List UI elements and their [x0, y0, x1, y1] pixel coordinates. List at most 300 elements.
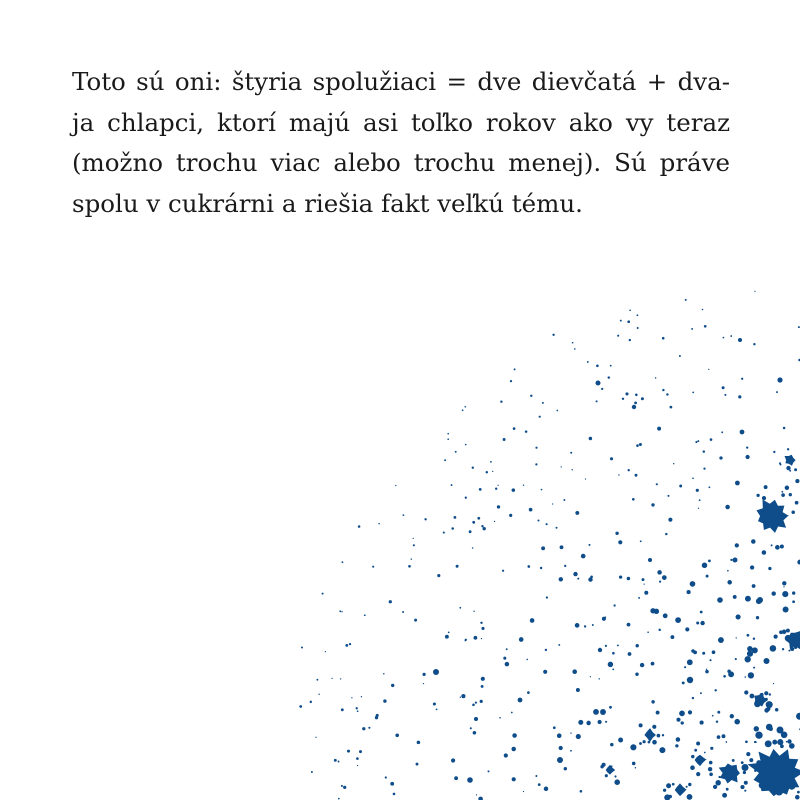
ink-dot	[500, 400, 502, 402]
ink-dot	[719, 456, 722, 459]
ink-dot	[574, 348, 576, 350]
ink-dot	[723, 675, 726, 678]
ink-dot	[557, 733, 562, 738]
ink-dot	[523, 791, 524, 792]
ink-dot	[510, 380, 512, 382]
ink-dot	[557, 757, 563, 763]
ink-dot	[762, 496, 766, 500]
ink-dot	[503, 438, 506, 441]
ink-dot	[385, 776, 387, 778]
ink-dot	[658, 629, 660, 631]
ink-dot	[774, 635, 778, 639]
ink-dot	[697, 440, 699, 442]
ink-dot	[716, 720, 718, 722]
ink-dot	[635, 767, 637, 769]
ink-dot	[447, 433, 449, 435]
ink-dot	[318, 694, 319, 695]
ink-dot	[513, 427, 516, 430]
ink-dot	[712, 650, 716, 654]
ink-dot	[779, 462, 781, 464]
ink-dot	[541, 546, 545, 550]
ink-dot	[640, 540, 642, 542]
ink-dot	[575, 623, 580, 628]
ink-dot	[408, 565, 411, 568]
ink-dot	[749, 758, 753, 762]
ink-dot	[474, 717, 478, 721]
ink-dot	[666, 783, 671, 788]
ink-dot	[795, 479, 799, 483]
ink-dot	[504, 753, 508, 757]
ink-dot	[625, 392, 628, 395]
ink-dot	[477, 517, 480, 520]
ink-dot	[345, 644, 348, 647]
ink-dot	[702, 652, 705, 655]
ink-dot	[782, 648, 784, 650]
ink-dot	[709, 659, 711, 661]
ink-dot	[709, 761, 713, 765]
paragraph-line-4: spolu v cukrárni a riešia fakt veľkú tému.	[72, 188, 583, 218]
ink-dot	[789, 743, 795, 749]
ink-dot	[600, 709, 606, 715]
ink-dot	[786, 741, 788, 743]
ink-dot	[590, 676, 591, 677]
ink-dot	[782, 630, 786, 634]
ink-dot	[315, 737, 316, 738]
ink-dot	[636, 314, 638, 316]
ink-dot	[479, 488, 482, 491]
ink-dot	[741, 761, 744, 764]
ink-dot	[617, 644, 619, 646]
ink-dot	[670, 406, 673, 409]
ink-dot	[588, 544, 590, 546]
ink-dot	[475, 702, 477, 704]
ink-dot	[462, 409, 464, 411]
ink-dot	[745, 656, 751, 662]
ink-dot	[787, 739, 791, 743]
ink-dot	[642, 578, 645, 581]
ink-dot	[642, 740, 645, 743]
ink-dot	[608, 376, 610, 378]
ink-dot	[437, 574, 440, 577]
ink-dot	[378, 523, 380, 525]
ink-dot	[682, 681, 685, 684]
ink-dot	[389, 600, 392, 603]
ink-dot	[670, 635, 674, 639]
ink-dot	[364, 614, 366, 616]
ink-dot	[570, 452, 572, 454]
ink-dot	[743, 771, 746, 774]
ink-dot	[390, 782, 394, 786]
ink-dot	[481, 677, 485, 681]
ink-dot	[495, 488, 497, 490]
ink-dot	[588, 577, 592, 581]
ink-dot	[535, 463, 537, 465]
ink-dot	[687, 590, 691, 594]
ink-dot	[782, 591, 788, 597]
ink-dot	[383, 673, 385, 675]
ink-dot	[525, 430, 528, 433]
ink-dot	[768, 567, 771, 570]
ink-dot	[634, 402, 637, 405]
ink-dot	[675, 617, 681, 623]
ink-dot	[765, 659, 767, 661]
ink-dot	[773, 451, 775, 453]
ink-dot	[480, 700, 483, 703]
ink-dot	[639, 723, 643, 727]
ink-dot	[700, 621, 704, 625]
ink-dot	[512, 488, 516, 492]
ink-dot	[727, 669, 731, 673]
ink-dot	[590, 575, 593, 578]
ink-dot	[511, 747, 515, 751]
ink-dot	[540, 567, 542, 569]
ink-dot	[339, 610, 341, 612]
ink-dot	[706, 669, 707, 670]
ink-dot	[755, 732, 762, 739]
ink-dot	[393, 793, 396, 796]
ink-dot	[708, 560, 711, 563]
ink-dot	[663, 613, 668, 618]
ink-dot	[690, 581, 696, 587]
ink-dot	[512, 777, 516, 781]
ink-dot	[509, 514, 512, 517]
ink-dot	[717, 597, 723, 603]
paragraph-line-1: Toto sú oni: štyria spolužiaci = dve dievčatá + dva-	[72, 67, 730, 96]
ink-dot	[672, 783, 675, 786]
ink-dot	[586, 721, 590, 725]
ink-dot	[503, 657, 506, 660]
ink-dot	[472, 547, 474, 549]
ink-dot	[581, 554, 586, 559]
ink-dot	[656, 483, 658, 485]
ink-dot	[443, 532, 445, 534]
ink-dot	[347, 750, 350, 753]
ink-dot	[717, 735, 721, 739]
ink-dot	[740, 430, 745, 435]
ink-dot	[662, 734, 664, 736]
ink-dot	[610, 457, 613, 460]
ink-dot	[756, 494, 759, 497]
ink-dot	[472, 704, 475, 707]
ink-dot	[459, 607, 461, 609]
ink-dot	[727, 580, 732, 585]
ink-dot	[703, 450, 705, 452]
ink-dot	[433, 669, 439, 675]
ink-dot	[483, 527, 486, 530]
ink-dot	[694, 749, 697, 752]
ink-dot	[763, 658, 769, 664]
ink-dot	[747, 634, 750, 637]
ink-dot	[684, 666, 686, 668]
ink-dot	[657, 427, 661, 431]
ink-dot	[764, 485, 768, 489]
ink-dot	[726, 741, 728, 743]
ink-dot	[632, 762, 636, 766]
ink-dot	[715, 780, 720, 785]
ink-dot	[576, 688, 580, 692]
ink-dot	[338, 798, 340, 800]
ink-dot	[745, 455, 749, 459]
ink-dot	[655, 377, 657, 379]
ink-dot	[512, 733, 517, 738]
ink-dot	[413, 544, 415, 546]
ink-dot	[796, 713, 800, 720]
ink-dot	[423, 683, 424, 684]
ink-dot	[659, 747, 665, 753]
ink-dot	[733, 595, 737, 599]
ink-dot	[662, 389, 664, 391]
ink-dot	[693, 651, 697, 655]
ink-dot	[705, 670, 709, 674]
ink-dot	[368, 727, 370, 729]
ink-dot	[735, 481, 740, 486]
ink-dot	[695, 441, 697, 443]
ink-dot	[736, 637, 737, 638]
ink-dot	[753, 343, 755, 345]
ink-dot	[497, 485, 498, 486]
ink-dot	[648, 558, 652, 562]
ink-dot	[755, 741, 757, 743]
ink-dot	[481, 525, 483, 527]
ink-dot	[764, 691, 768, 695]
ink-dot	[618, 540, 622, 544]
ink-dot	[609, 706, 612, 709]
ink-dot	[436, 709, 438, 711]
ink-dot	[776, 391, 778, 393]
ink-dot	[786, 466, 790, 470]
ink-dot	[465, 640, 467, 642]
ink-dot	[639, 742, 642, 745]
ink-dot	[692, 697, 694, 699]
ink-dot	[473, 731, 477, 735]
ink-dot	[700, 692, 702, 694]
ink-dot	[753, 667, 755, 669]
ink-dot	[556, 410, 558, 412]
ink-dot	[570, 732, 571, 733]
ink-dot	[757, 597, 763, 603]
ink-blob	[785, 455, 796, 466]
ink-dot	[541, 489, 543, 491]
ink-dot	[700, 611, 703, 614]
ink-dot	[727, 570, 729, 572]
ink-dot	[679, 485, 682, 488]
ink-dot	[638, 597, 640, 599]
ink-dot	[596, 364, 599, 367]
ink-dot	[698, 508, 699, 509]
ink-dot	[456, 565, 459, 568]
ink-dot	[764, 708, 769, 713]
ink-dot	[691, 328, 693, 330]
ink-dot	[713, 785, 717, 789]
ink-dot	[506, 648, 508, 650]
ink-dot	[433, 702, 436, 705]
ink-dot	[736, 614, 741, 619]
ink-dot	[559, 577, 563, 581]
ink-dot	[480, 622, 482, 624]
ink-dot	[413, 538, 414, 539]
ink-dot	[340, 678, 341, 679]
ink-dot	[414, 619, 417, 622]
ink-dot	[656, 711, 660, 715]
ink-dot	[492, 471, 493, 472]
ink-dot	[558, 644, 560, 646]
paragraph-line-3: (možno trochu viac alebo trochu menej). Sú práve	[72, 148, 730, 177]
ink-dot	[657, 734, 661, 738]
ink-dot	[734, 719, 740, 725]
ink-dot	[361, 696, 362, 697]
ink-dot	[585, 478, 586, 479]
ink-dot	[530, 618, 535, 623]
ink-dot	[473, 610, 474, 611]
ink-dot	[563, 499, 565, 501]
ink-dot	[657, 570, 662, 575]
ink-dot	[605, 616, 607, 618]
ink-dot	[559, 746, 563, 750]
ink-dot	[635, 394, 638, 397]
ink-dot	[538, 783, 541, 786]
ink-dot	[752, 584, 756, 588]
ink-dot	[708, 767, 712, 771]
ink-dot	[447, 438, 449, 440]
ink-dot	[785, 486, 790, 491]
ink-dot	[593, 709, 599, 715]
ink-dot	[632, 498, 635, 501]
ink-dot	[762, 550, 767, 555]
ink-dot	[629, 339, 631, 341]
ink-dot	[708, 486, 710, 488]
ink-dot	[643, 583, 644, 584]
ink-dot	[383, 699, 386, 702]
ink-dot	[395, 485, 396, 486]
ink-dot	[738, 395, 741, 398]
ink-dot	[411, 558, 412, 559]
ink-dot	[444, 459, 446, 461]
ink-dot	[584, 625, 586, 627]
ink-dot	[445, 635, 449, 639]
ink-blob	[785, 631, 800, 649]
ink-dot	[552, 334, 554, 336]
ink-dot	[700, 721, 704, 725]
ink-dot	[612, 652, 615, 655]
ink-dot	[341, 785, 343, 787]
ink-dot	[617, 335, 619, 337]
ink-dot	[696, 742, 700, 746]
ink-blob	[606, 765, 616, 775]
ink-dot	[527, 691, 530, 694]
ink-dot	[777, 727, 784, 734]
ink-dot	[592, 624, 594, 626]
ink-dot	[745, 596, 751, 602]
ink-dot	[564, 767, 567, 770]
ink-dot	[561, 466, 562, 467]
ink-dot	[301, 646, 303, 648]
ink-dot	[792, 591, 795, 594]
ink-dot	[772, 740, 777, 745]
ink-dot	[356, 707, 358, 709]
ink-dot	[465, 497, 467, 499]
ink-dot	[514, 368, 516, 370]
ink-dot	[651, 503, 654, 506]
ink-dot	[349, 643, 351, 645]
ink-dot	[710, 438, 713, 441]
ink-dot	[676, 718, 680, 722]
ink-dot	[777, 739, 783, 745]
ink-dot	[648, 741, 651, 744]
ink-dot	[316, 679, 318, 681]
ink-dot	[702, 309, 704, 311]
ink-dot	[598, 648, 602, 652]
ink-dot	[651, 662, 655, 666]
ink-dot	[679, 711, 685, 717]
ink-dot	[552, 503, 553, 504]
ink-dot	[537, 519, 539, 521]
ink-dot	[726, 788, 729, 791]
ink-dot	[544, 787, 549, 792]
ink-dot	[722, 734, 726, 738]
ink-dot	[627, 320, 630, 323]
ink-dot	[792, 600, 795, 603]
ink-dot	[310, 701, 312, 703]
ink-dot	[635, 672, 638, 675]
ink-dot	[738, 338, 742, 342]
ink-dot	[659, 581, 661, 583]
ink-dot	[771, 544, 773, 546]
ink-dot	[706, 575, 709, 578]
ink-dot	[467, 777, 473, 783]
ink-dot	[654, 609, 659, 614]
ink-dot	[651, 700, 654, 703]
ink-dot	[712, 715, 714, 717]
ink-dot	[461, 694, 465, 698]
ink-dot	[619, 575, 622, 578]
ink-dot	[627, 623, 631, 627]
ink-dot	[636, 644, 639, 647]
ink-blob	[757, 500, 790, 533]
ink-dot	[662, 337, 665, 340]
ink-dot	[704, 752, 706, 754]
ink-dot	[359, 750, 362, 753]
paragraph-line-2: ja chlapci, ktorí majú asi toľko rokov ako vy teraz	[72, 107, 730, 137]
ink-dot	[605, 774, 608, 777]
ink-dot	[416, 763, 419, 766]
ink-dot	[722, 793, 727, 798]
ink-dot	[546, 523, 548, 525]
ink-dot	[481, 685, 484, 688]
ink-dot	[663, 789, 666, 792]
ink-dot	[613, 604, 615, 606]
ink-dot	[497, 505, 500, 508]
ink-dot	[629, 309, 631, 311]
ink-dot	[589, 437, 592, 440]
ink-dot	[530, 395, 532, 397]
ink-dot	[746, 752, 750, 756]
ink-dot	[372, 566, 374, 568]
ink-dot	[795, 501, 799, 505]
ink-dot	[570, 750, 572, 752]
ink-dot	[788, 650, 790, 652]
ink-dot	[572, 669, 577, 674]
ink-dot	[402, 611, 404, 613]
ink-dot	[733, 558, 738, 563]
ink-dot	[612, 669, 614, 671]
ink-dot	[783, 607, 789, 613]
ink-dot	[797, 791, 800, 794]
ink-dot	[688, 794, 692, 798]
ink-dot	[730, 335, 732, 337]
ink-dot	[486, 471, 488, 473]
ink-dot	[628, 469, 630, 471]
ink-dot	[311, 771, 313, 773]
